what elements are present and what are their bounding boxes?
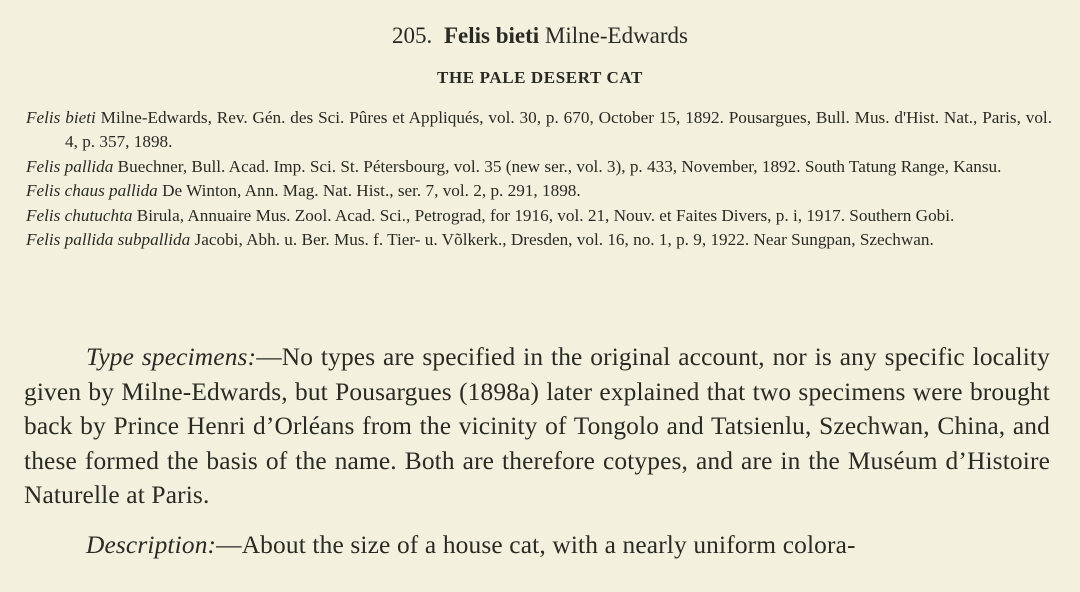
species-number: 205. <box>391 23 433 48</box>
description-text: —About the size of a house cat, with a nearly uniform colora- <box>216 530 856 559</box>
synonym-entry <box>26 106 1052 155</box>
type-specimens-label: Type specimens: <box>86 343 257 371</box>
synonymy-list <box>26 106 1052 252</box>
synonym-name: Felis bieti <box>26 108 96 127</box>
synonym-citation: De Winton, Ann. Mag. Nat. Hist., ser. 7, vol. 2, p. 291, 1898. <box>157 181 581 201</box>
species-author: Milne-Edwards <box>544 23 688 48</box>
synonym-entry <box>26 228 1052 252</box>
description-label: Description: <box>86 530 217 559</box>
synonym-name: Felis pallida <box>26 156 114 176</box>
synonym-name: Felis chutuchta <box>26 205 133 225</box>
species-scientific-name: Felis bieti <box>443 23 540 48</box>
synonym-entry <box>26 204 1052 228</box>
synonym-citation: Jacobi, Abh. u. Ber. Mus. f. Tier- u. Võlkerk., Dresden, vol. 16, no. 1, p. 9, 1922. Near Sungpan, Szechwan. <box>190 230 934 250</box>
type-specimens-text: —No types are specified in the original account, nor is any specific locality given by Milne-Edwards, but Pousargues (1898a) later explained that two specimens were brought back by Prince Henri d’Orléans from the vicinity of Tongolo and Tatsienlu, Szechwan, China, and these formed the basis of the name. Both are therefore cotypes, and are in the Muséum d’Histoire Naturelle at Paris. <box>24 343 1050 510</box>
common-name-heading: THE PALE DESERT CAT <box>437 68 643 87</box>
description-paragraph <box>24 528 1050 563</box>
synonym-citation: Birula, Annuaire Mus. Zool. Acad. Sci., Petrograd, for 1916, vol. 21, Nouv. et Faites Divers, p. i, 1917. Southern Gobi. <box>132 205 955 225</box>
synonym-citation: Milne-Edwards, Rev. Gén. des Sci. Pûres et Appliqués, vol. 30, p. 670, October 15, 1892. Pousargues, Bull. Mus. d'Hist. Nat., Paris, vol. 4, p. 357, 1898. <box>65 108 1052 152</box>
type-specimens-paragraph <box>24 340 1050 513</box>
body-text <box>24 340 1050 563</box>
synonym-entry <box>26 155 1052 179</box>
species-heading <box>0 22 1080 50</box>
synonym-citation: Buechner, Bull. Acad. Imp. Sci. St. Pétersbourg, vol. 35 (new ser., vol. 3), p. 433, November, 1892. South Tatung Range, Kansu. <box>113 156 1002 176</box>
synonym-name: Felis chaus pallida <box>26 181 158 201</box>
synonym-entry <box>26 179 1052 203</box>
synonym-name: Felis pallida subpallida <box>26 230 191 250</box>
